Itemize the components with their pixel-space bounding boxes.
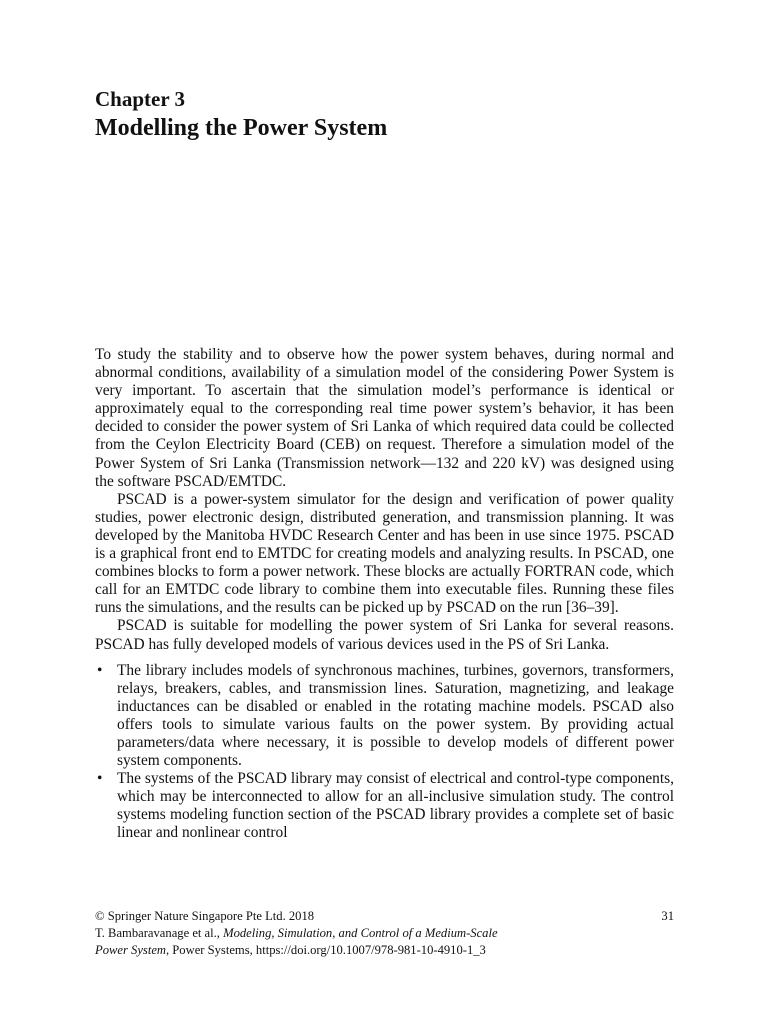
- citation-doi[interactable]: , Power Systems, https://doi.org/10.1007/978-981-10-4910-1_3: [166, 943, 486, 957]
- citation-authors: T. Bambaravanage et al.,: [95, 926, 224, 940]
- citation-line-1: [95, 925, 674, 942]
- paragraph-pscad-suitability: PSCAD is suitable for modelling the power system of Sri Lanka for several reasons. PSCAD has fully developed models of various devices used in the PS of Sri Lanka.: [95, 617, 674, 653]
- bullet-text: The systems of the PSCAD library may consist of electrical and control-type components, which may be interconnected to allow for an all-inclusive simulation study. The control systems modeling function section of the PSCAD library provides a complete set of basic linear and nonlinear control: [117, 770, 674, 842]
- bullet-list: [95, 662, 674, 843]
- body-text: [95, 346, 674, 843]
- paragraph-intro: To study the stability and to observe how the power system behaves, during normal and abnormal conditions, availability of a simulation model of the considering Power System is very important. To ascertain that the simulation model’s performance is identical or approximately equal to the corresponding real time power system’s behavior, it has been decided to consider the power system of Sri Lanka of which required data could be collected from the Ceylon Electricity Board (CEB) on request. Therefore a simulation model of the Power System of Sri Lanka (Transmission network—132 and 220 kV) was designed using the software PSCAD/EMTDC.: [95, 346, 674, 490]
- page-footer: [95, 908, 674, 959]
- bullet-icon: •: [97, 770, 103, 788]
- page-number: 31: [661, 909, 674, 923]
- citation-book-title-cont: Power System: [95, 943, 166, 957]
- footer-row-copyright: [95, 908, 674, 925]
- bullet-text: The library includes models of synchronous machines, turbines, governors, transformers, relays, breakers, cables, and transmission lines. Saturation, magnetizing, and leakage inductances can be disabled or enabled in the rotating machine models. PSCAD also offers tools to simulate various faults on the power system. By providing actual parameters/data where necessary, it is possible to develop models of different power system components.: [117, 661, 674, 770]
- chapter-title: Modelling the Power System: [95, 115, 388, 141]
- bullet-item-systems: [95, 770, 674, 842]
- bullet-item-library: [95, 662, 674, 771]
- chapter-label: Chapter 3: [95, 87, 186, 111]
- citation-book-title: Modeling, Simulation, and Control of a Medium-Scale: [223, 926, 498, 940]
- bullet-icon: •: [97, 661, 103, 679]
- citation-line-2: [95, 942, 674, 959]
- copyright-notice: © Springer Nature Singapore Pte Ltd. 2018: [95, 909, 315, 923]
- paragraph-pscad-description: PSCAD is a power-system simulator for the design and verification of power quality studies, power electronic design, distributed generation, and transmission planning. It was developed by the Manitoba HVDC Research Center and has been in use since 1975. PSCAD is a graphical front end to EMTDC for creating models and analyzing results. In PSCAD, one combines blocks to form a power network. These blocks are actually FORTRAN code, which call for an EMTDC code library to combine them into executable files. Running these files runs the simulations, and the results can be picked up by PSCAD on the run [36–39].: [95, 490, 674, 617]
